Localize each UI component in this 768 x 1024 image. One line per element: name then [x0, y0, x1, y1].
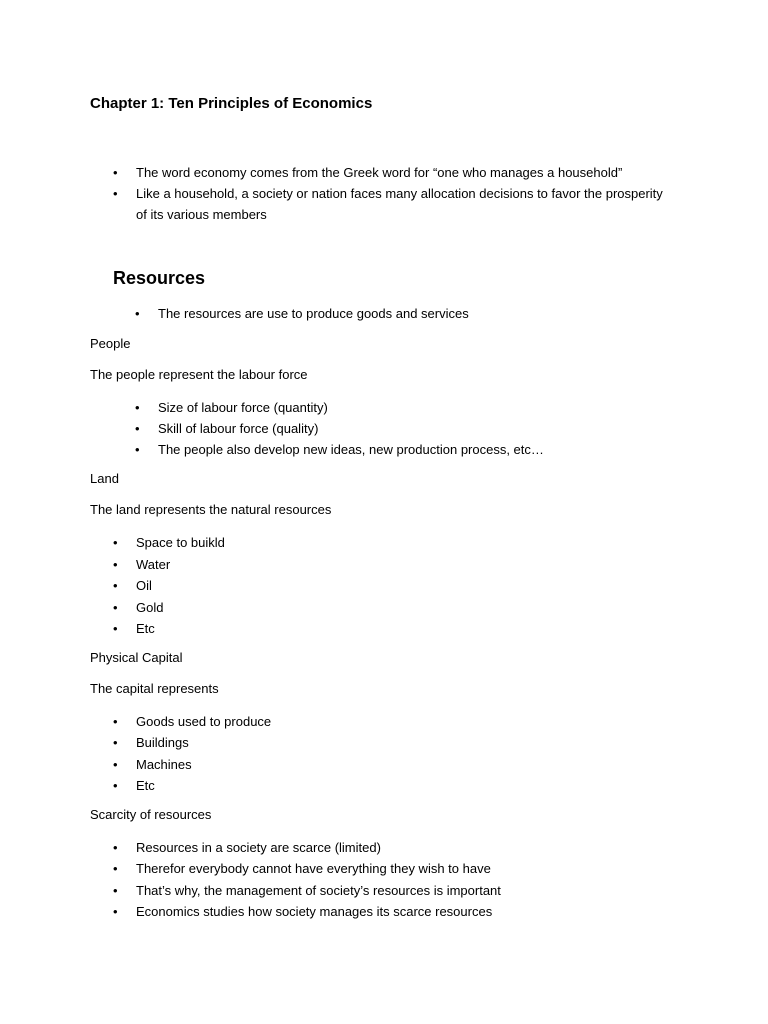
- list-item: [113, 732, 271, 753]
- list-item: [113, 554, 225, 576]
- list-item-text: The people also develop new ideas, new production process, etc…: [158, 442, 544, 457]
- bullet-icon: •: [135, 442, 140, 457]
- capital-heading: Physical Capital: [90, 650, 183, 665]
- bullet-icon: •: [113, 756, 118, 772]
- land-bullet-list: [113, 532, 225, 640]
- list-item: [113, 532, 225, 554]
- list-item-text: Gold: [136, 599, 164, 615]
- scarcity-heading: Scarcity of resources: [90, 807, 212, 822]
- list-item: [113, 775, 271, 796]
- land-text: The land represents the natural resources: [90, 502, 332, 517]
- list-item: [113, 858, 501, 879]
- list-item-text: Etc: [136, 621, 155, 636]
- capital-text: The capital represents: [90, 681, 219, 696]
- list-item-text: Size of labour force (quantity): [158, 400, 328, 415]
- list-item-text: The word economy comes from the Greek word for “one who manages a household”: [136, 165, 623, 180]
- list-item: [135, 418, 544, 439]
- scarcity-bullet-list: [113, 837, 501, 922]
- list-item-text: Goods used to produce: [136, 714, 272, 729]
- people-heading: People: [90, 336, 131, 351]
- bullet-icon: •: [113, 556, 118, 572]
- bullet-icon: •: [113, 735, 118, 751]
- list-item: [113, 901, 501, 922]
- list-item: [113, 183, 673, 225]
- bullet-icon: •: [135, 400, 140, 415]
- list-item: [113, 754, 271, 775]
- list-item: [113, 837, 501, 858]
- bullet-icon: •: [113, 165, 118, 180]
- bullet-icon: •: [113, 882, 118, 898]
- bullet-icon: •: [113, 903, 118, 919]
- list-item-text: Buildings: [136, 735, 189, 751]
- list-item-text: Like a household, a society or nation faces many allocation decisions to favor the prosperity of its various members: [136, 186, 663, 222]
- list-item-text: Skill of labour force (quality): [158, 421, 319, 436]
- list-item: [113, 162, 673, 183]
- chapter-title: Chapter 1: Ten Principles of Economics: [90, 95, 373, 112]
- capital-bullet-list: [113, 711, 271, 796]
- list-item: [135, 303, 469, 324]
- list-item: [113, 618, 225, 640]
- people-text: The people represent the labour force: [90, 367, 308, 382]
- bullet-icon: •: [113, 714, 118, 729]
- bullet-icon: •: [113, 861, 118, 877]
- bullet-icon: •: [113, 578, 118, 593]
- bullet-icon: •: [113, 599, 118, 615]
- list-item-text: That’s why, the management of society’s resources is important: [136, 882, 501, 898]
- list-item: [113, 711, 271, 732]
- intro-bullet-list: [113, 162, 673, 225]
- bullet-icon: •: [113, 840, 118, 855]
- list-item-text: Etc: [136, 777, 155, 793]
- bullet-icon: •: [113, 535, 118, 550]
- list-item-text: Machines: [136, 756, 192, 772]
- bullet-icon: •: [113, 777, 118, 793]
- list-item: [113, 880, 501, 901]
- list-item-text: Resources in a society are scarce (limited): [136, 840, 381, 855]
- resources-heading: Resources: [113, 268, 206, 288]
- list-item-text: The resources are use to produce goods and services: [158, 306, 469, 321]
- land-heading: Land: [90, 471, 119, 486]
- list-item-text: Therefor everybody cannot have everything they wish to have: [136, 861, 491, 877]
- bullet-icon: •: [135, 306, 140, 321]
- list-item-text: Water: [136, 556, 171, 572]
- resources-bullet-list: [135, 303, 469, 324]
- bullet-icon: •: [113, 186, 118, 201]
- people-bullet-list: [135, 397, 544, 460]
- list-item-text: Space to buikld: [136, 535, 225, 550]
- list-item: [135, 439, 544, 460]
- bullet-icon: •: [113, 621, 118, 636]
- list-item: [113, 597, 225, 619]
- list-item-text: Oil: [136, 578, 152, 593]
- bullet-icon: •: [135, 421, 140, 436]
- list-item-text: Economics studies how society manages its scarce resources: [136, 903, 493, 919]
- list-item: [113, 575, 225, 597]
- list-item: [135, 397, 544, 418]
